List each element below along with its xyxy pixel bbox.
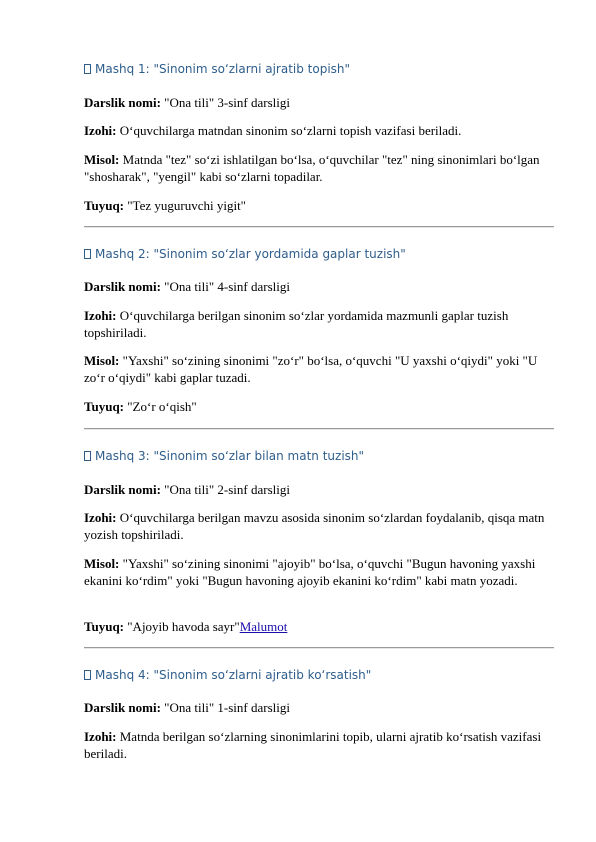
darslik-label: Darslik nomi: bbox=[84, 279, 161, 294]
exercise-4-heading bbox=[84, 668, 554, 682]
izoh-label: Izohi: bbox=[84, 308, 117, 323]
izoh-value: O‘quvchilarga berilgan sinonim so‘zlar yordamida mazmunli gaplar tuzish topshiriladi. bbox=[84, 308, 509, 340]
exercise-1-heading bbox=[84, 62, 554, 76]
exercise-title: Mashq 3: "Sinonim so‘zlar bilan matn tuzish" bbox=[95, 449, 365, 463]
tuyuq-label: Tuyuq: bbox=[84, 399, 124, 414]
exercise-1-tuyuq bbox=[84, 197, 554, 214]
darslik-label: Darslik nomi: bbox=[84, 700, 161, 715]
tuyuq-label: Tuyuq: bbox=[84, 619, 124, 634]
section-divider bbox=[84, 226, 554, 228]
misol-label: Misol: bbox=[84, 353, 120, 368]
exercise-2-misol bbox=[84, 352, 554, 386]
tuyuq-value: "Tez yuguruvchi yigit" bbox=[124, 198, 246, 213]
exercise-title: Mashq 4: "Sinonim so‘zlarni ajratib ko‘rsatish" bbox=[95, 668, 372, 682]
tuyuq-label: Tuyuq: bbox=[84, 198, 124, 213]
misol-label: Misol: bbox=[84, 152, 120, 167]
exercise-4-izoh bbox=[84, 728, 554, 762]
exercise-3-misol bbox=[84, 555, 554, 589]
misol-value: Matnda "tez" so‘zi ishlatilgan bo‘lsa, o‘quvchilar "tez" ning sinonimlari bo‘lgan "shosharak", "yengil" kabi so‘zlarni topadilar. bbox=[84, 152, 540, 184]
section-divider bbox=[84, 647, 554, 649]
section-divider bbox=[84, 428, 554, 430]
darslik-value: "Ona tili" 4-sinf darsligi bbox=[160, 279, 290, 294]
exercise-3-tuyuq bbox=[84, 618, 554, 635]
missing-glyph-icon bbox=[84, 64, 91, 74]
izoh-value: O‘quvchilarga matndan sinonim so‘zlarni topish vazifasi beriladi. bbox=[116, 123, 462, 138]
exercise-title: Mashq 1: "Sinonim so‘zlarni ajratib topish" bbox=[95, 62, 351, 76]
missing-glyph-icon bbox=[84, 451, 91, 461]
exercise-2-tuyuq bbox=[84, 398, 554, 415]
exercise-4-darslik bbox=[84, 699, 554, 716]
exercise-title: Mashq 2: "Sinonim so‘zlar yordamida gaplar tuzish" bbox=[95, 247, 406, 261]
darslik-value: "Ona tili" 3-sinf darsligi bbox=[160, 95, 290, 110]
izoh-value: Matnda berilgan so‘zlarning sinonimlarini topib, ularni ajratib ko‘rsatish vazifasi beriladi. bbox=[84, 729, 542, 761]
exercise-2-heading bbox=[84, 247, 554, 261]
izoh-label: Izohi: bbox=[84, 729, 117, 744]
exercise-2-darslik bbox=[84, 278, 554, 295]
darslik-value: "Ona tili" 2-sinf darsligi bbox=[160, 482, 290, 497]
tuyuq-value: "Zo‘r o‘qish" bbox=[124, 399, 197, 414]
exercise-3-izoh bbox=[84, 509, 554, 543]
exercise-1-darslik bbox=[84, 94, 554, 111]
exercise-2-izoh bbox=[84, 307, 554, 341]
darslik-value: "Ona tili" 1-sinf darsligi bbox=[160, 700, 290, 715]
darslik-label: Darslik nomi: bbox=[84, 95, 161, 110]
misol-value: "Yaxshi" so‘zining sinonimi "zo‘r" bo‘lsa, o‘quvchi "U yaxshi o‘qiydi" yoki "U zo‘r o‘qiydi" kabi gaplar tuzadi. bbox=[84, 353, 538, 385]
izoh-label: Izohi: bbox=[84, 123, 117, 138]
exercise-1-misol bbox=[84, 151, 554, 185]
izoh-label: Izohi: bbox=[84, 510, 117, 525]
exercise-3-darslik bbox=[84, 481, 554, 498]
malumot-link[interactable]: Malumot bbox=[239, 619, 288, 634]
exercise-3-heading bbox=[84, 449, 554, 463]
missing-glyph-icon bbox=[84, 670, 91, 680]
darslik-label: Darslik nomi: bbox=[84, 482, 161, 497]
misol-value: "Yaxshi" so‘zining sinonimi "ajoyib" bo‘lsa, o‘quvchi "Bugun havoning yaxshi ekanini ko‘rdim" yoki "Bugun havoning ajoyib ekanini ko‘rdim" kabi matn yozadi. bbox=[84, 556, 536, 588]
izoh-value: O‘quvchilarga berilgan mavzu asosida sinonim so‘zlardan foydalanib, qisqa matn yozish topshiriladi. bbox=[84, 510, 545, 542]
exercise-1-izoh bbox=[84, 122, 554, 139]
misol-label: Misol: bbox=[84, 556, 120, 571]
tuyuq-value: "Ajoyib havoda sayr" bbox=[124, 619, 240, 634]
missing-glyph-icon bbox=[84, 249, 91, 259]
